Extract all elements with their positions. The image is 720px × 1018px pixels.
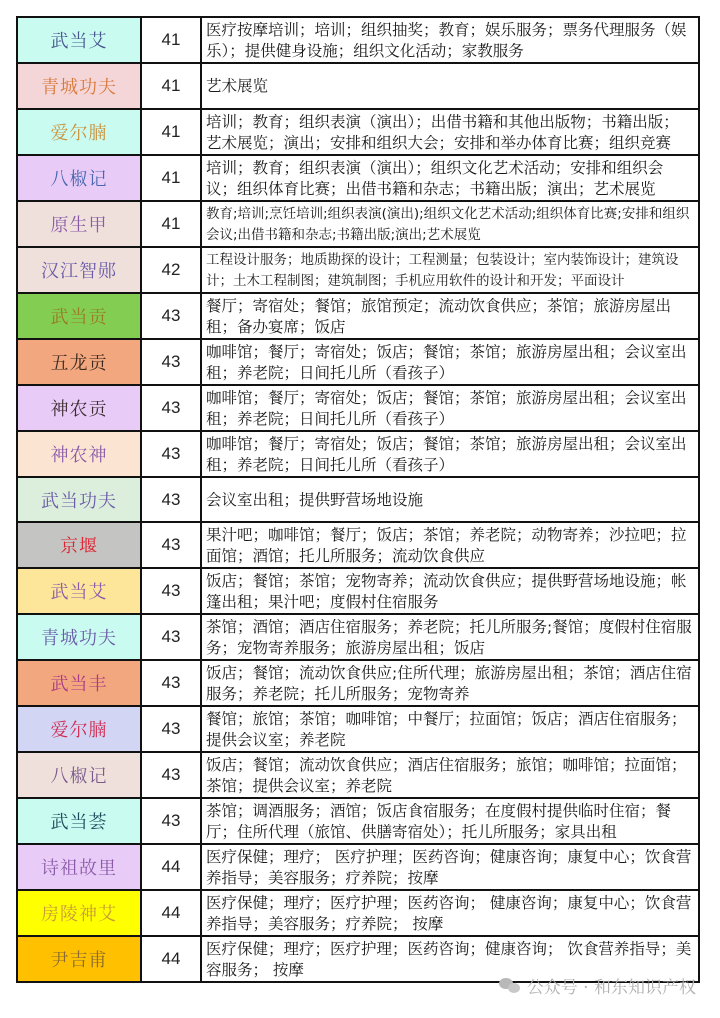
services-text: 培训；教育；组织表演（演出）；出借书籍和其他出版物；书籍出版；艺术展览；演出；安排和组织大会；安排和举办体育比赛；组织竞赛 [206,112,679,152]
services-cell [201,522,699,568]
trademark-name: 武当艾 [17,17,141,63]
services-text: 饭店；餐馆；茶馆；宠物寄养；流动饮食供应；提供野营场地设施；帐篷出租；果汁吧；度假村住宿服务 [206,572,687,612]
watermark-text: 公众号 · 和东知识产权 [526,978,696,998]
class-number: 43 [141,339,201,385]
watermark [499,973,696,998]
table-body [17,17,699,982]
services-text: 果汁吧；咖啡馆；餐厅；饭店；茶馆；养老院；动物寄养；沙拉吧；拉面馆；酒馆；托儿所服务；流动饮食供应 [206,526,687,566]
class-number: 43 [141,293,201,339]
class-number: 43 [141,706,201,752]
trademark-name: 尹吉甫 [17,936,141,982]
trademark-name: 五龙贡 [17,339,141,385]
services-cell [201,385,699,431]
trademark-name: 八椒记 [17,155,141,201]
table-row [17,660,699,706]
table-row [17,477,699,523]
class-number: 43 [141,752,201,798]
trademark-name: 青城功夫 [17,63,141,109]
class-number: 43 [141,522,201,568]
class-number: 43 [141,568,201,614]
table-row [17,431,699,477]
class-number: 44 [141,844,201,890]
table-row [17,890,699,936]
table-row [17,844,699,890]
table-row [17,339,699,385]
services-cell [201,109,699,155]
services-cell [201,63,699,109]
services-text: 会议室出租；提供野营场地设施 [206,491,424,510]
table-row [17,614,699,660]
table-row [17,63,699,109]
services-text: 教育;培训;烹饪培训;组织表演(演出);组织文化艺术活动;组织体育比赛;安排和组织会议;出借书籍和杂志;书籍出版;演出;艺术展览 [206,205,690,243]
trademark-name: 武当功夫 [17,477,141,523]
table-row [17,752,699,798]
class-number: 43 [141,431,201,477]
services-text: 工程设计服务；地质勘探的设计；工程测量；包装设计；室内装饰设计；建筑设计；土木工程制图；建筑制图；手机应用软件的设计和开发；平面设计 [206,251,679,289]
services-text: 饭店；餐馆；流动饮食供应;住所代理；旅游房屋出租；茶馆；酒店住宿服务；养老院；托儿所服务；宠物寄养 [206,664,692,704]
trademark-name: 武当丰 [17,660,141,706]
services-text: 咖啡馆；餐厅；寄宿处；饭店；餐馆；茶馆；旅游房屋出租；会议室出租；养老院；日间托儿所（看孩子） [206,434,687,474]
trademark-name: 诗祖故里 [17,844,141,890]
class-number: 41 [141,109,201,155]
trademark-name: 爱尔腩 [17,109,141,155]
services-text: 茶馆；酒馆；酒店住宿服务；养老院；托儿所服务;餐馆；度假村住宿服务；宠物寄养服务；旅游房屋出租；饭店 [206,618,692,658]
trademark-name: 京堰 [17,522,141,568]
class-number: 41 [141,201,201,247]
wechat-icon [499,978,521,994]
trademark-name: 汉江智郧 [17,247,141,293]
services-cell [201,247,699,293]
services-cell [201,17,699,63]
table-row [17,17,699,63]
services-text: 茶馆；调酒服务；酒馆；饭店食宿服务；在度假村提供临时住宿；餐厅；住所代理（旅馆、供膳寄宿处）；托儿所服务；家具出租 [206,802,672,842]
services-cell [201,477,699,523]
class-number: 44 [141,936,201,982]
services-text: 医疗保健；理疗；医疗护理；医药咨询； 健康咨询；康复中心；饮食营养指导；美容服务；疗养院； 按摩 [206,894,692,934]
class-number: 43 [141,477,201,523]
services-text: 艺术展览 [206,77,269,96]
services-cell [201,752,699,798]
table-row [17,568,699,614]
trademark-name: 原生甲 [17,201,141,247]
table-row [17,109,699,155]
services-cell [201,890,699,936]
class-number: 43 [141,385,201,431]
trademark-name: 房陵神艾 [17,890,141,936]
services-text: 医疗按摩培训；培训；组织抽奖；教育；娱乐服务；票务代理服务（娱乐）；提供健身设施；组织文化活动；家教服务 [206,21,687,60]
services-cell [201,339,699,385]
trademark-name: 武当贡 [17,293,141,339]
services-cell [201,660,699,706]
table-row [17,522,699,568]
class-number: 43 [141,798,201,844]
trademark-name: 武当艾 [17,568,141,614]
table-row [17,155,699,201]
services-cell [201,155,699,201]
trademark-name: 武当荟 [17,798,141,844]
services-cell [201,844,699,890]
trademark-name: 神农神 [17,431,141,477]
services-text: 培训；教育；组织表演（演出）；组织文化艺术活动；安排和组织会议；组织体育比赛；出借书籍和杂志；书籍出版；演出；艺术展览 [206,158,664,198]
trademark-name: 神农贡 [17,385,141,431]
class-number: 42 [141,247,201,293]
services-text: 咖啡馆；餐厅；寄宿处；饭店；餐馆；茶馆；旅游房屋出租；会议室出租；养老院；日间托儿所（看孩子） [206,342,687,382]
class-number: 41 [141,155,201,201]
table-row [17,385,699,431]
class-number: 41 [141,63,201,109]
services-cell [201,568,699,614]
services-text: 饭店；餐馆；流动饮食供应；酒店住宿服务；旅馆；咖啡馆；拉面馆；茶馆；提供会议室；养老院 [206,756,687,796]
table-row [17,706,699,752]
class-number: 43 [141,614,201,660]
trademark-name: 爱尔腩 [17,706,141,752]
trademark-table-container [16,16,700,983]
services-cell [201,293,699,339]
table-row [17,798,699,844]
services-cell [201,798,699,844]
services-text: 医疗保健；理疗；医疗护理；医药咨询；健康咨询； 饮食营养指导；美容服务； 按摩 [206,940,692,980]
class-number: 44 [141,890,201,936]
services-text: 咖啡馆；餐厅；寄宿处；饭店；餐馆；茶馆；旅游房屋出租；会议室出租；养老院；日间托儿所（看孩子） [206,388,687,428]
table-row [17,293,699,339]
services-text: 医疗保健；理疗； 医疗护理；医药咨询；健康咨询；康复中心；饮食营养指导；美容服务；疗养院；按摩 [206,848,692,888]
services-text: 餐厅；寄宿处；餐馆；旅馆预定；流动饮食供应；茶馆；旅游房屋出租；备办宴席；饭店 [206,296,672,336]
table-row [17,201,699,247]
trademark-name: 八椒记 [17,752,141,798]
services-text: 餐馆；旅馆；茶馆；咖啡馆；中餐厅；拉面馆；饭店；酒店住宿服务；提供会议室；养老院 [206,710,687,750]
services-cell [201,201,699,247]
class-number: 41 [141,17,201,63]
class-number: 43 [141,660,201,706]
trademark-name: 青城功夫 [17,614,141,660]
trademark-table [16,16,700,983]
table-row [17,247,699,293]
services-cell [201,614,699,660]
services-cell [201,706,699,752]
services-cell [201,431,699,477]
